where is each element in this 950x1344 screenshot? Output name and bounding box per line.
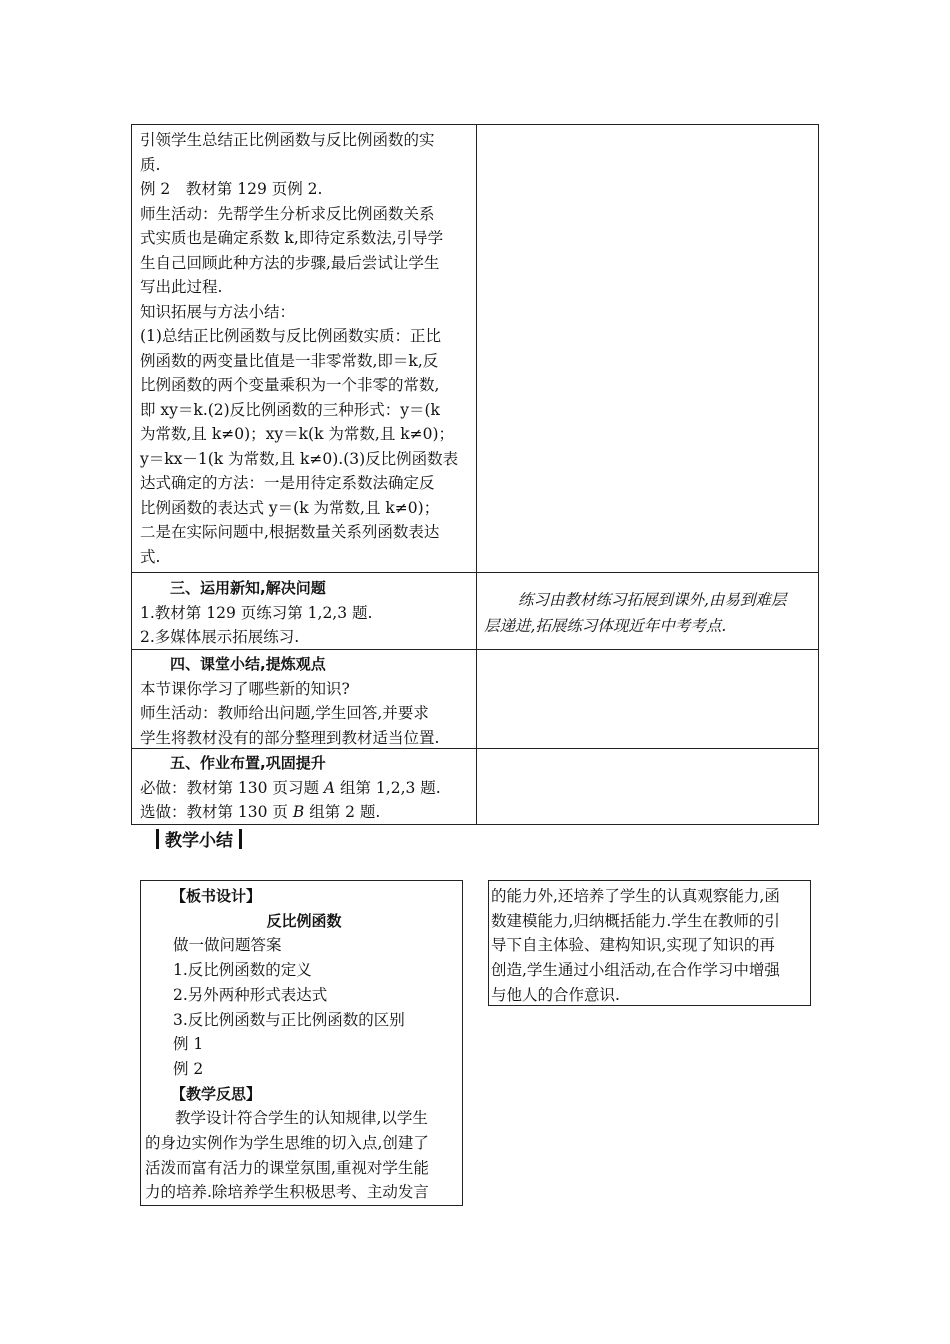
row1-left-cell xyxy=(140,128,470,569)
reflection-line: 创造,学生通过小组活动,在合作学习中增强 xyxy=(491,961,780,980)
text-line: 二是在实际问题中,根据数量关系列函数表达 xyxy=(140,523,440,541)
text-line: 知识拓展与方法小结： xyxy=(140,302,296,321)
text-line xyxy=(140,800,470,825)
text-line: 即 xy＝k.(2)反比例函数的三种形式：y＝(k xyxy=(140,400,440,419)
reflection-continued-content xyxy=(491,884,809,1008)
reflection-line: 数建模能力,归纳概括能力.学生在教师的引 xyxy=(491,911,780,930)
table-column-divider xyxy=(476,124,477,825)
text-line: 师生活动：教师给出问题,学生回答,并要求 xyxy=(140,704,429,722)
reflection-label: 【教学反思】 xyxy=(171,1084,262,1103)
text-line: 2.多媒体展示拓展练习. xyxy=(140,628,300,646)
group-letter: B xyxy=(292,803,305,821)
reflection-line: 导下自主体验、建构知识,实现了知识的再 xyxy=(491,936,775,955)
board-label: 【板书设计】 xyxy=(171,887,262,905)
text-line: 式实质也是确定系数 k,即待定系数法,引导学 xyxy=(140,229,444,247)
text-line: 写出此过程. xyxy=(140,278,223,296)
section-title xyxy=(156,826,242,851)
text-line: y＝kx－1(k 为常数,且 k≠0).(3)反比例函数表 xyxy=(140,449,459,468)
text-line: 学生将教材没有的部分整理到教材适当位置. xyxy=(140,728,440,747)
section-heading: 三、运用新知,解决问题 xyxy=(170,579,326,597)
title-bar-right xyxy=(239,829,242,849)
text-line: 师生活动：先帮学生分析求反比例函数关系 xyxy=(140,204,435,223)
reflection-line: 活泼而富有活力的课堂氛围,重视对学生能 xyxy=(145,1158,429,1177)
text-line: 为常数,且 k≠0)；xy＝k(k 为常数,且 k≠0)； xyxy=(140,425,455,443)
board-item: 1.反比例函数的定义 xyxy=(173,961,312,980)
section-heading: 五、作业布置,巩固提升 xyxy=(170,754,326,772)
title-bar-left xyxy=(156,829,159,849)
board-item: 例 2 xyxy=(173,1059,204,1078)
text-line: 本节课你学习了哪些新的知识? xyxy=(140,679,350,698)
row2-note-cell xyxy=(484,587,814,639)
group-letter: A xyxy=(323,778,336,797)
text-fragment: 必做：教材第 130 页习题 xyxy=(140,778,324,797)
row4-left-cell xyxy=(140,751,470,825)
board-item: 做一做问题答案 xyxy=(173,936,282,955)
reflection-line: 的能力外,还培养了学生的认真观察能力,函 xyxy=(491,887,780,905)
reflection-line: 教学设计符合学生的认知规律,以学生 xyxy=(175,1109,428,1128)
text-line: 引领学生总结正比例函数与反比例函数的实 xyxy=(140,131,435,149)
board-title: 反比例函数 xyxy=(266,911,342,930)
note-line: 层递进,拓展练习体现近年中考考点. xyxy=(484,617,727,635)
text-line: 1.教材第 129 页练习第 1,2,3 题. xyxy=(140,603,373,622)
text-line xyxy=(140,776,470,801)
note-line: 练习由教材练习拓展到课外,由易到难层 xyxy=(518,591,787,609)
text-line: 比例函数的两个变量乘积为一个非零的常数, xyxy=(140,376,440,394)
reflection-line: 力的培养.除培养学生积极思考、主动发言 xyxy=(145,1183,429,1202)
reflection-line: 的身边实例作为学生思维的切入点,创建了 xyxy=(145,1134,429,1153)
board-item: 2.另外两种形式表达式 xyxy=(173,985,328,1004)
table-row-divider xyxy=(131,572,819,573)
board-item: 例 1 xyxy=(173,1035,204,1054)
reflection-line: 与他人的合作意识. xyxy=(491,985,620,1004)
text-line: 生自己回顾此种方法的步骤,最后尝试让学生 xyxy=(140,253,440,272)
section-heading: 四、课堂小结,提炼观点 xyxy=(170,655,326,673)
text-fragment: 选做：教材第 130 页 xyxy=(140,803,293,821)
row3-left-cell xyxy=(140,652,470,750)
text-line: 例函数的两变量比值是一非零常数,即＝k,反 xyxy=(140,351,439,370)
section-title-text: 教学小结 xyxy=(165,831,233,851)
text-line: 式. xyxy=(140,547,161,566)
board-design-content xyxy=(145,884,463,1205)
text-line: 例 2 教材第 129 页例 2. xyxy=(140,180,323,198)
text-line: 比例函数的表达式 y＝(k 为常数,且 k≠0)； xyxy=(140,498,440,517)
board-item: 3.反比例函数与正比例函数的区别 xyxy=(173,1010,405,1029)
text-line: 质. xyxy=(140,155,161,174)
text-line: 达式确定的方法：一是用待定系数法确定反 xyxy=(140,474,435,492)
row2-left-cell xyxy=(140,576,470,650)
text-fragment: 组第 1,2,3 题. xyxy=(335,778,441,797)
text-line: (1)总结正比例函数与反比例函数实质：正比 xyxy=(140,327,441,345)
text-fragment: 组第 2 题. xyxy=(304,803,381,821)
